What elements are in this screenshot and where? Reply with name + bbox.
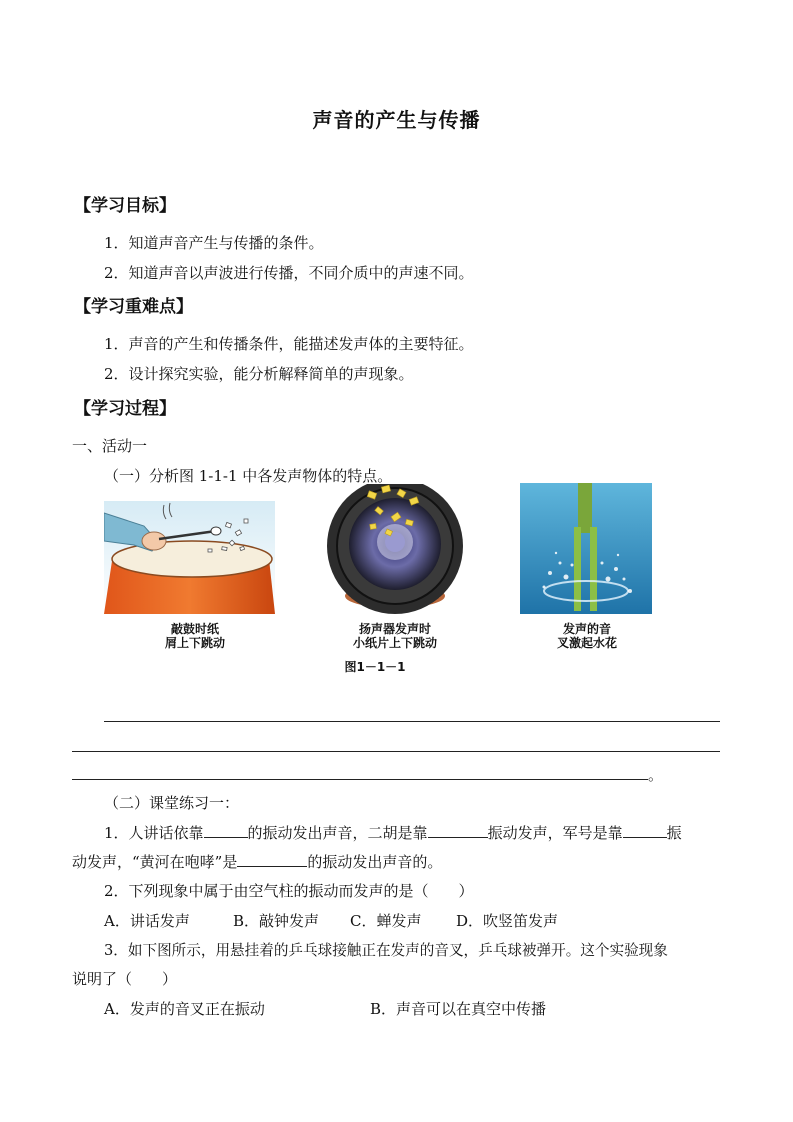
q1-blank-3[interactable] (623, 823, 667, 838)
goal-item-2: 2．知道声音以声波进行传播，不同介质中的声速不同。 (104, 264, 474, 282)
question-3-line-2: 说明了（ ） (72, 970, 178, 988)
question-1-line-1 (104, 822, 682, 843)
q1-part-6: 的振动发出声音的。 (307, 853, 443, 871)
subsection-1-title: （一）分析图 1-1-1 中各发声物体的特点。 (104, 467, 393, 485)
caption-drum-line1: 敲鼓时纸 (170, 622, 219, 636)
answer-end-mark: 。 (648, 766, 664, 784)
q2-option-a[interactable]: A．讲话发声 (104, 912, 190, 930)
key-point-item-2: 2．设计探究实验，能分析解释简单的声现象。 (104, 365, 414, 383)
answer-line-1[interactable] (104, 721, 720, 722)
tuning-fork-illustration (520, 483, 652, 614)
q1-part-3: 振动发声，军号是靠 (487, 824, 623, 842)
question-3-line-1: 3．如下图所示，用悬挂着的乒乓球接触正在发声的音叉，乒乓球被弹开。这个实验现象 (104, 942, 668, 959)
answer-line-2[interactable] (72, 751, 720, 752)
answer-line-3[interactable] (72, 779, 648, 780)
caption-speaker (330, 622, 460, 650)
drum-image (104, 501, 275, 614)
goal-item-1: 1．知道声音产生与传播的条件。 (104, 234, 324, 252)
question-2: 2．下列现象中属于由空气柱的振动而发声的是（ ） (104, 882, 474, 900)
q2-option-d[interactable]: D．吹竖笛发声 (456, 912, 559, 930)
q1-blank-4[interactable] (237, 852, 307, 867)
caption-speaker-line2: 小纸片上下跳动 (352, 636, 437, 650)
section-header-goals: 【学习目标】 (74, 196, 176, 216)
q2-option-c[interactable]: C．蝉发声 (350, 912, 422, 930)
page-title: 声音的产生与传播 (312, 108, 481, 132)
tuning-fork-image (520, 483, 652, 614)
key-point-item-1: 1．声音的产生和传播条件，能描述发声体的主要特征。 (104, 335, 474, 353)
figure-label: 图1－1－1 (344, 660, 406, 674)
q1-part-4: 振 (666, 824, 682, 842)
q3-option-a[interactable]: A．发声的音叉正在振动 (104, 1000, 265, 1018)
caption-tuning-fork-line2: 叉激起水花 (556, 636, 617, 650)
q1-blank-1[interactable] (204, 823, 248, 838)
q1-blank-2[interactable] (428, 823, 488, 838)
q1-part-5: 动发声，“黄河在咆哮”是 (72, 853, 238, 871)
drum-illustration (104, 501, 275, 614)
section-header-key-points: 【学习重难点】 (74, 297, 193, 317)
q2-option-b[interactable]: B．敲钟发声 (233, 912, 320, 930)
section-header-process: 【学习过程】 (74, 399, 176, 419)
activity-title: 一、活动一 (72, 437, 148, 455)
subsection-2-title: （二）课堂练习一： (104, 794, 240, 812)
q1-part-2: 的振动发出声音，二胡是靠 (247, 824, 428, 842)
caption-drum-line2: 屑上下跳动 (164, 636, 225, 650)
caption-tuning-fork-line1: 发声的音 (562, 622, 611, 636)
q1-part-1: 1．人讲话依靠 (104, 824, 204, 842)
caption-speaker-line1: 扬声器发声时 (358, 622, 431, 636)
q3-option-b[interactable]: B．声音可以在真空中传播 (370, 1000, 547, 1018)
caption-tuning-fork (522, 622, 652, 650)
speaker-image (322, 484, 467, 614)
question-1-line-2 (72, 851, 442, 872)
caption-drum (130, 622, 260, 650)
speaker-illustration (322, 484, 467, 614)
